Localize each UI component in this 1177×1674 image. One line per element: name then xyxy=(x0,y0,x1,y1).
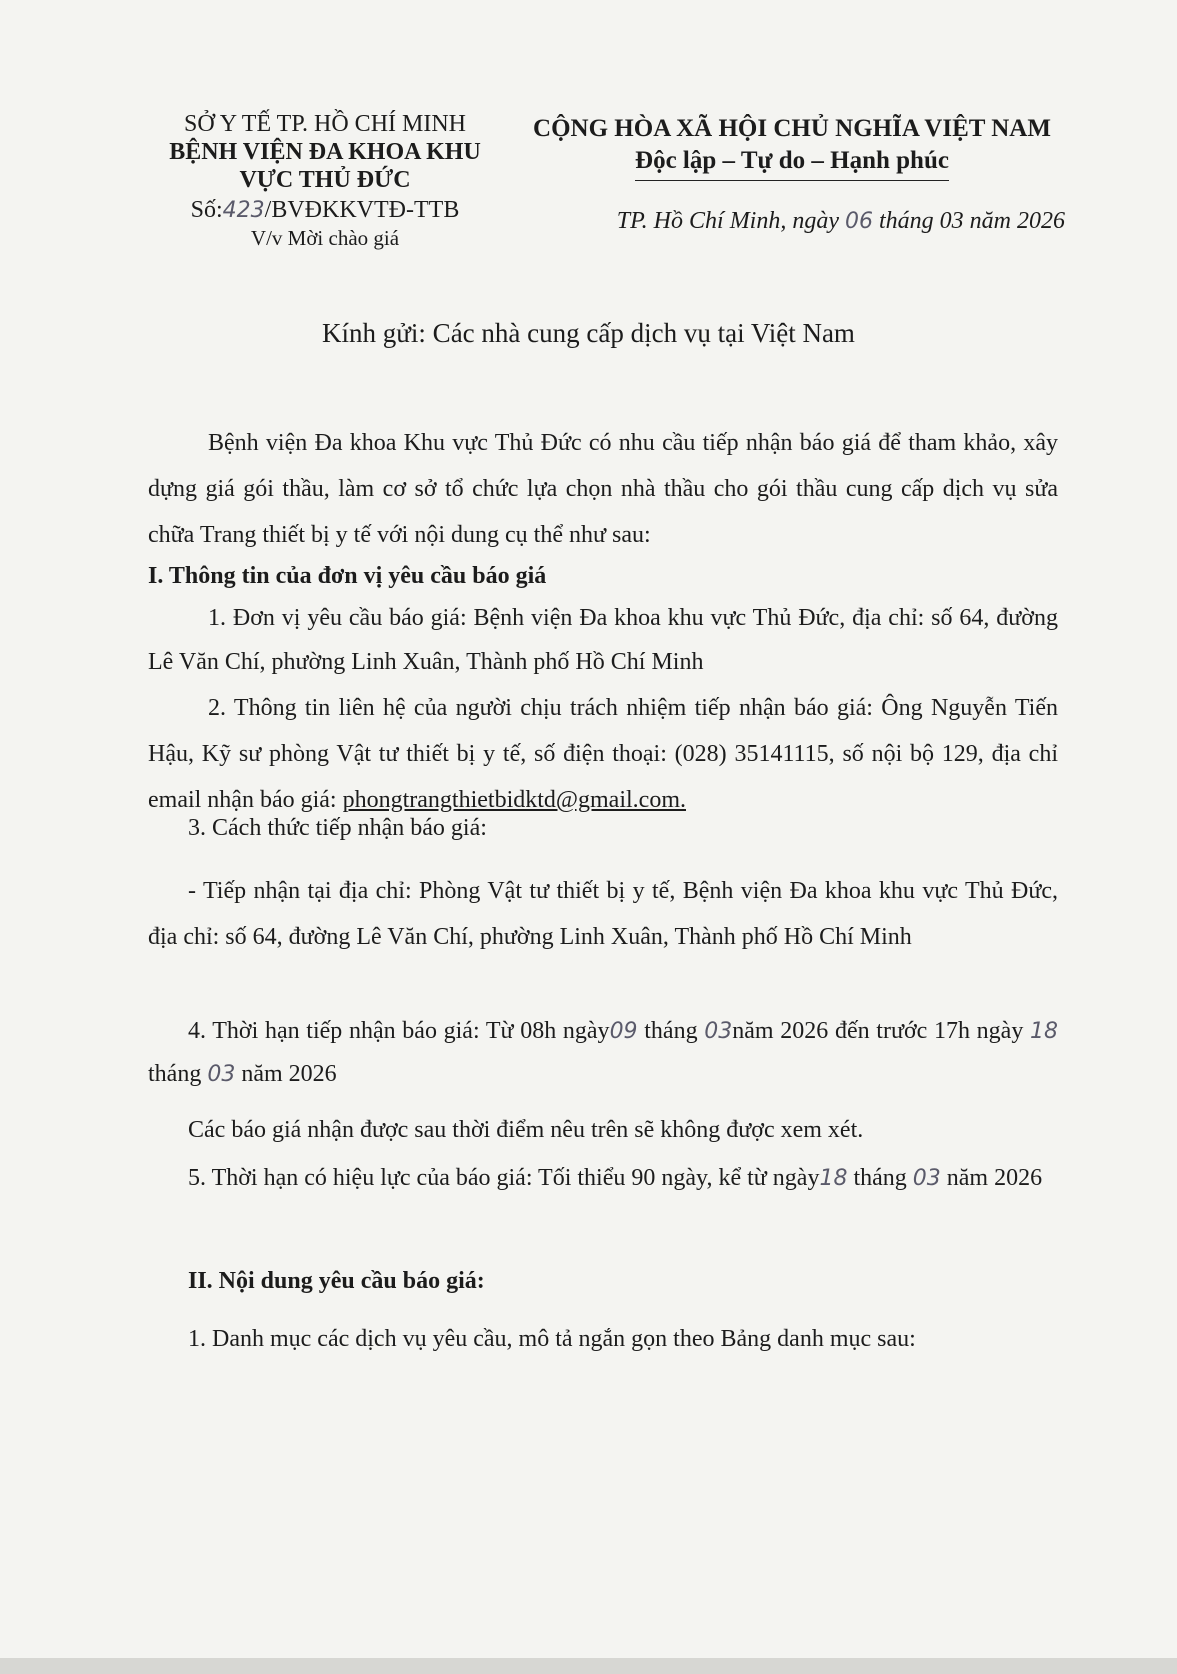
national-motto: Độc lập – Tự do – Hạnh phúc xyxy=(635,145,949,181)
section1-item5: 5. Thời hạn có hiệu lực của báo giá: Tối thiểu 90 ngày, kể từ ngày18 tháng 03 năm 2026 xyxy=(188,1165,1043,1191)
intro-paragraph: Bệnh viện Đa khoa Khu vực Thủ Đức có nhu cầu tiếp nhận báo giá để tham khảo, xây dựng giá gói thầu, làm cơ sở tổ chức lựa chọn nhà thầu cho gói thầu cung cấp dịch vụ sửa chữa Trang thiết bị y tế với nội dung cụ thể như sau: xyxy=(148,430,1058,548)
section2-item1: 1. Danh mục các dịch vụ yêu cầu, mô tả ngắn gọn theo Bảng danh mục sau: xyxy=(188,1326,916,1352)
section1-item3-detail: - Tiếp nhận tại địa chỉ: Phòng Vật tư thiết bị y tế, Bệnh viện Đa khoa khu vực Thủ Đức, địa chỉ: số 64, đường Lê Văn Chí, phường Linh Xuân, Thành phố Hồ Chí Minh xyxy=(148,878,1058,950)
section1-item4: 4. Thời hạn tiếp nhận báo giá: Từ 08h ngày09 tháng 03năm 2026 đến trước 17h ngày 18 tháng 03 năm 2026 xyxy=(148,1018,1059,1087)
handwritten-start-day: 09 xyxy=(609,1019,638,1044)
contact-email-link[interactable]: phongtrangthietbidktd@gmail.com. xyxy=(342,787,686,813)
section1-heading: I. Thông tin của đơn vị yêu cầu báo giá xyxy=(148,563,547,589)
handwritten-day: 06 xyxy=(845,209,873,234)
handwritten-end-month: 03 xyxy=(207,1062,236,1087)
section1-item1: 1. Đơn vị yêu cầu báo giá: Bệnh viện Đa khoa khu vực Thủ Đức, địa chỉ: số 64, đường Lê Văn Chí, phường Linh Xuân, Thành phố Hồ Chí Minh xyxy=(148,605,1058,675)
scan-edge xyxy=(0,1658,1177,1674)
nation-title: CỘNG HÒA XÃ HỘI CHỦ NGHĨA VIỆT NAM xyxy=(533,115,1051,142)
issuer-block xyxy=(140,110,510,251)
handwritten-end-day: 18 xyxy=(1030,1019,1059,1044)
section1-note: Các báo giá nhận được sau thời điểm nêu trên sẽ không được xem xét. xyxy=(188,1117,864,1143)
document-number: Số:423/BVĐKKVTĐ-TTB xyxy=(190,197,460,223)
handwritten-number: 423 xyxy=(222,198,265,223)
handwritten-validity-day: 18 xyxy=(819,1166,848,1191)
section1-item3: 3. Cách thức tiếp nhận báo giá: xyxy=(188,815,487,841)
parent-agency: SỞ Y TẾ TP. HỒ CHÍ MINH xyxy=(183,111,467,137)
section1-item2: 2. Thông tin liên hệ của người chịu trách nhiệm tiếp nhận báo giá: Ông Nguyễn Tiến Hậu, Kỹ sư phòng Vật tư thiết bị y tế, số điện thoại: (028) 35141115, số nội bộ 129, địa chỉ email nhận báo giá: phongtrangthietbidktd@gmail.com. xyxy=(148,695,1058,813)
document-subject: V/v Mời chào giá xyxy=(250,226,400,250)
hospital-name-line1: BỆNH VIỆN ĐA KHOA KHU xyxy=(169,139,481,165)
section2-heading: II. Nội dung yêu cầu báo giá: xyxy=(188,1268,485,1294)
hospital-name-line2: VỰC THỦ ĐỨC xyxy=(239,167,411,193)
greeting: Kính gửi: Các nhà cung cấp dịch vụ tại Việt Nam xyxy=(322,318,855,348)
national-header xyxy=(518,113,1066,181)
handwritten-validity-month: 03 xyxy=(912,1166,941,1191)
document-date: TP. Hồ Chí Minh, ngày 06 tháng 03 năm 2026 xyxy=(616,208,1065,234)
handwritten-start-month: 03 xyxy=(704,1019,733,1044)
